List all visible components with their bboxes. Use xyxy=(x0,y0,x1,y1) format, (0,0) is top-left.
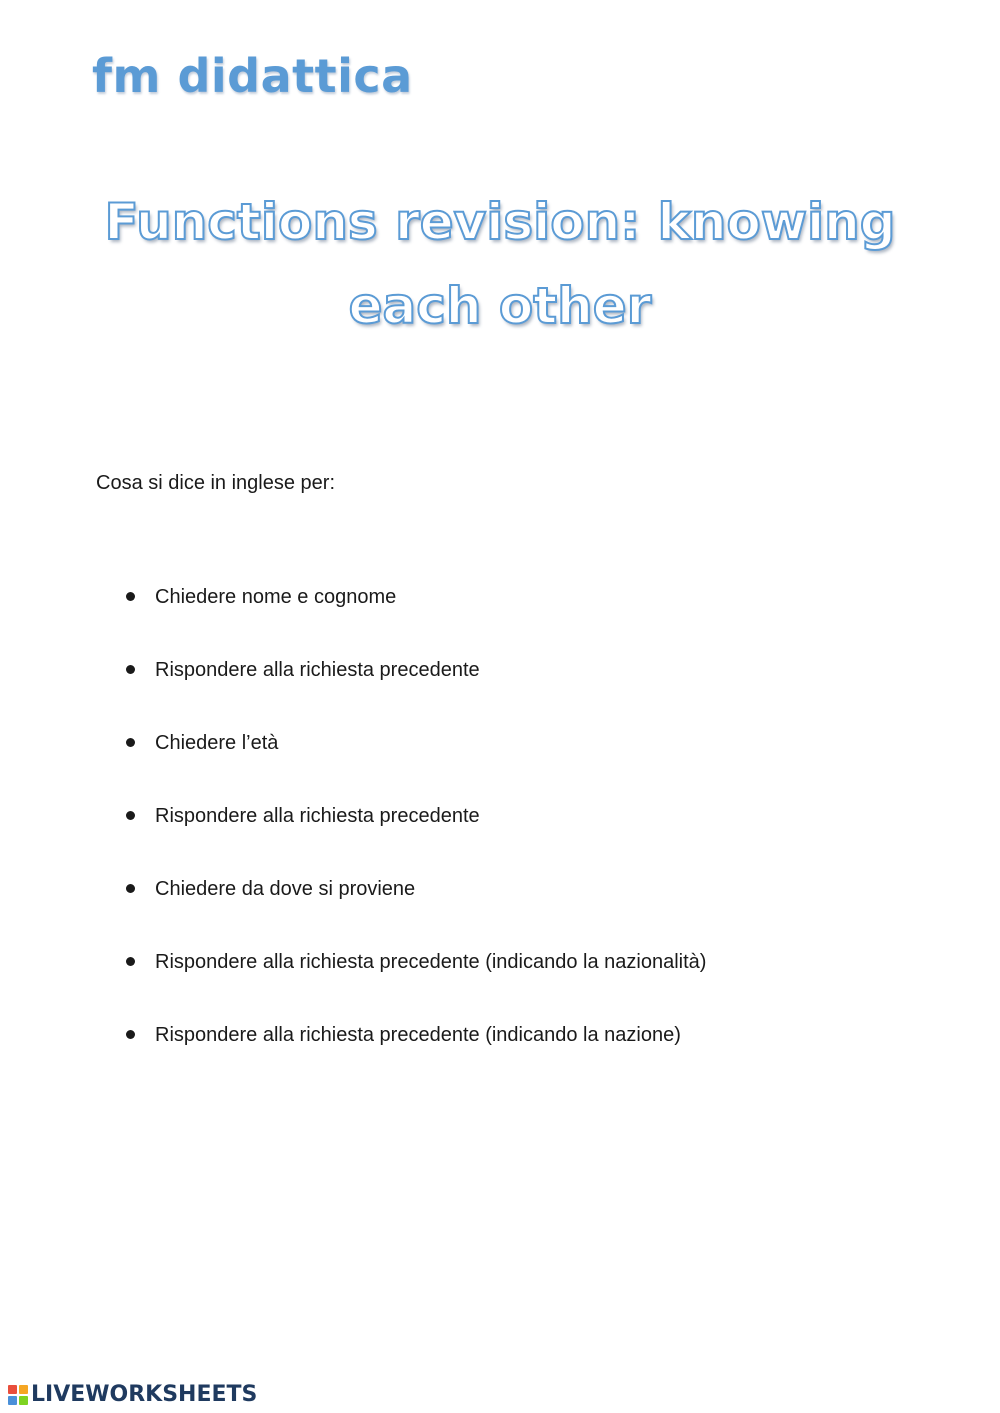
liveworksheets-logo-text: LIVEWORKSHEETS xyxy=(31,1382,258,1407)
list-item-text: Chiedere l’età xyxy=(155,732,279,754)
list-item-text: Rispondere alla richiesta precedente (indicando la nazione) xyxy=(155,1024,681,1046)
bullet-icon xyxy=(126,665,135,674)
page-title-line-1: Functions revision: knowing xyxy=(104,193,896,251)
bullet-icon xyxy=(126,738,135,747)
cube-red xyxy=(8,1385,17,1394)
brand-logo-text: fm didattica xyxy=(92,49,413,103)
page-title xyxy=(60,180,940,348)
bullet-icon xyxy=(126,592,135,601)
list-item-text: Rispondere alla richiesta precedente xyxy=(155,659,480,681)
list-item-text: Rispondere alla richiesta precedente (indicando la nazionalità) xyxy=(155,951,707,973)
bullet-icon xyxy=(126,1030,135,1039)
cube-blue xyxy=(8,1396,17,1405)
bullet-icon xyxy=(126,884,135,893)
list-item-text: Chiedere da dove si proviene xyxy=(155,878,416,900)
cube-green xyxy=(19,1396,28,1405)
list-item-text: Rispondere alla richiesta precedente xyxy=(155,805,480,827)
liveworksheets-cubes-icon xyxy=(8,1385,28,1405)
liveworksheets-footer-logo[interactable] xyxy=(8,1382,257,1408)
bullet-icon xyxy=(126,957,135,966)
list-item-text: Chiedere nome e cognome xyxy=(155,586,397,608)
cube-orange xyxy=(19,1385,28,1394)
intro-prompt: Cosa si dice in inglese per: xyxy=(96,472,336,494)
bullet-icon xyxy=(126,811,135,820)
page-title-line-2: each other xyxy=(348,277,652,335)
